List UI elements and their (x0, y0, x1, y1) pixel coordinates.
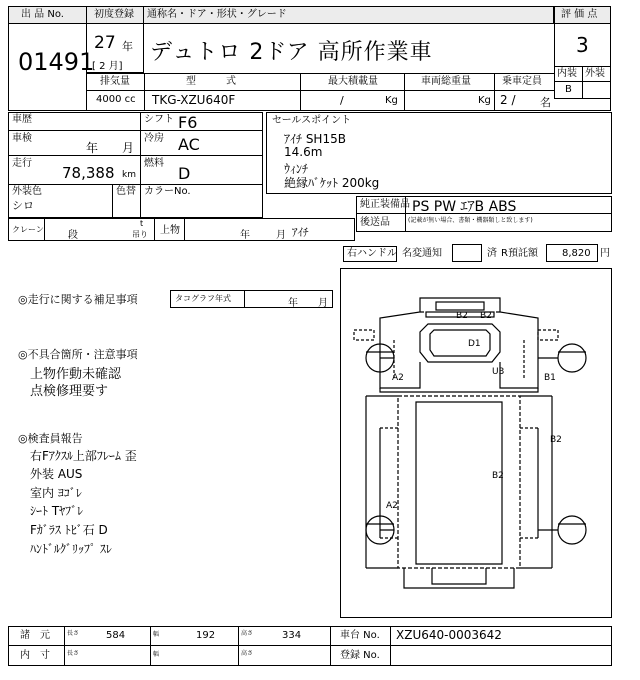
model-name: デュトロ 2ドア 高所作業車 (150, 40, 433, 65)
footer-div-2 (150, 626, 151, 666)
upper-month: 月 (276, 230, 286, 241)
upper-label: 上物 (160, 225, 180, 236)
width-label: 幅 (153, 631, 160, 638)
footer-div-5 (390, 626, 391, 666)
color-change-label: 色替 (116, 186, 136, 197)
history-label: 車歴 (12, 114, 32, 125)
tacho-month: 月 (318, 298, 328, 309)
lot-number: 01491 (18, 48, 95, 76)
spec-div-3 (404, 73, 405, 111)
ac-value: AC (178, 135, 200, 154)
length-value: 584 (106, 630, 126, 641)
registration-no-label: 登録 No. (340, 650, 380, 661)
inspector-line: Fｶﾞﾗｽ ﾄﾋﾞ石 D (30, 523, 108, 537)
spec-mid-line (86, 90, 554, 91)
footer-div-4 (330, 626, 331, 666)
inspection-label: 車検 (12, 133, 32, 144)
width-value: 192 (196, 630, 216, 641)
upper-maker: ｱｲﾁ (292, 226, 309, 239)
details-frame (8, 112, 263, 218)
footer-div-3 (238, 626, 239, 666)
damage-mark: A2 (386, 501, 398, 511)
inspector-line: 右Fｱｸｽﾙ上部ﾌﾚｰﾑ 歪 (30, 449, 137, 463)
mileage-unit: km (122, 170, 136, 180)
tacho-label: タコグラフ年式 (175, 294, 231, 303)
recycle-value: 8,820 (562, 248, 591, 259)
length-label: 長さ (67, 630, 80, 637)
details-row-2 (8, 155, 263, 156)
name-change-box (452, 244, 482, 262)
exterior-grade-label: 外装 (585, 68, 605, 79)
attached-items-label: 後送品 (360, 217, 390, 228)
defects-label: ◎不具合箇所・注意事項 (18, 348, 138, 361)
details-col-div (140, 112, 141, 184)
equipment-label: 純正装備品 (360, 199, 410, 210)
damage-mark: B2 (492, 471, 504, 481)
crane-lift-unit: 吊り (132, 230, 148, 239)
details-row-1 (8, 130, 263, 131)
capacity-value: 2 / (500, 93, 516, 107)
fuel-label: 燃料 (144, 158, 164, 169)
color-div-1 (112, 184, 113, 218)
crane-div-1 (44, 218, 45, 241)
sales-point-line: 絶縁ﾊﾞｹｯﾄ 200kg (284, 176, 380, 190)
max-load-label: 最大積載量 (328, 76, 378, 87)
damage-mark: B2 (480, 311, 492, 321)
name-change-label: 名変通知 (402, 248, 442, 259)
displacement-value: 4000 cc (96, 94, 136, 105)
inspector-line: ｼｰﾄ Tﾔﾌﾞﾚ (30, 504, 84, 518)
spec-div-4 (494, 73, 495, 111)
damage-mark: D1 (468, 339, 481, 349)
sales-point-line: ｳｨﾝﾁ (284, 162, 309, 176)
capacity-unit: 名 (540, 96, 551, 109)
crane-div-3 (184, 218, 185, 241)
footer-mid (8, 645, 612, 646)
sales-point-line: 14.6m (284, 145, 323, 159)
recycle-label: R預託額 (501, 248, 538, 259)
height-value: 334 (282, 630, 302, 641)
spec-top-line (86, 73, 554, 74)
name-label: 通称名・ドア・形状・グレード (147, 9, 287, 20)
exterior-color-value: シロ (12, 199, 34, 212)
displacement-label: 排気量 (100, 76, 130, 87)
tacho-year: 年 (288, 298, 298, 309)
tacho-div (244, 290, 245, 308)
crane-stage-unit: 段 (68, 230, 78, 241)
grade-value: 3 (576, 33, 589, 57)
upper-year: 年 (240, 230, 250, 241)
defect-line: 点検修理要す (30, 384, 109, 399)
crane-ton-unit: t (140, 219, 144, 228)
exterior-grade-cell (582, 81, 611, 99)
recycle-unit: 円 (600, 248, 610, 259)
capacity-label: 乗車定員 (502, 76, 542, 87)
max-load-slash: / (340, 94, 344, 107)
equipment-value: PS PW ｴｱB ABS (412, 199, 517, 215)
running-notes-label: ◎走行に関する補足事項 (18, 293, 138, 306)
reg-year: 27 (94, 33, 116, 53)
reg-year-unit: 年 (122, 40, 133, 53)
inner-height-label: 高さ (241, 650, 254, 657)
model-code-value: TKG-XZU640F (152, 93, 236, 107)
inner-width-label: 幅 (153, 651, 160, 658)
dims-label: 諸 元 (20, 630, 50, 641)
spec-div-2 (300, 73, 301, 111)
mileage-value: 78,388 (62, 164, 115, 182)
first-reg-label: 初度登録 (94, 9, 134, 20)
inspector-line: 外装 AUS (30, 467, 83, 481)
defect-line: 上物作動未確認 (30, 367, 122, 382)
chassis-no-label: 車台 No. (340, 630, 380, 641)
recycle-done-label: 済 (487, 248, 497, 259)
inner-length-label: 長さ (67, 650, 80, 657)
right-hand-label: 右ハンドル (347, 248, 397, 259)
inspector-line: ﾊﾝﾄﾞﾙｸﾞﾘｯﾌﾟ ｽﾚ (30, 542, 112, 556)
ac-label: 冷房 (144, 133, 164, 144)
fuel-value: D (178, 164, 191, 183)
inspection-month: 月 (122, 141, 135, 155)
color-div-2 (140, 184, 141, 218)
attached-items-note: (記載が無い場合、書類・機器類しと致します) (408, 217, 533, 224)
crane-div-2 (154, 218, 155, 241)
interior-grade-value: B (565, 84, 572, 95)
interior-grade-label: 内装 (557, 68, 577, 79)
inspection-year: 年 (86, 141, 99, 155)
reg-month: [ 2 月] (92, 61, 123, 72)
damage-mark: B2 (550, 435, 562, 445)
sales-point-line: ｱｲﾁ SH15B (284, 132, 346, 146)
footer-frame (8, 626, 612, 666)
footer-div-1 (64, 626, 65, 666)
exterior-color-label: 外装色 (12, 186, 42, 197)
truck-diagram (340, 268, 612, 618)
gvw-unit: Kg (478, 95, 491, 106)
inspector-report-label: ◎検査員報告 (18, 432, 83, 445)
height-label: 高さ (241, 630, 254, 637)
grade-label: 評 価 点 (561, 9, 598, 20)
damage-mark: B1 (544, 373, 556, 383)
chassis-no-value: XZU640-0003642 (396, 628, 502, 642)
spec-div-1 (144, 73, 145, 111)
damage-mark: U3 (492, 367, 505, 377)
gvw-label: 車両総重量 (421, 76, 471, 87)
shift-value: F6 (178, 113, 198, 132)
sales-points-label: セールスポイント (272, 115, 352, 126)
color-no-label: カラーNo. (144, 186, 191, 197)
inner-dims-label: 内 寸 (20, 650, 50, 661)
shift-label: シフト (144, 114, 174, 125)
model-code-label: 型 式 (186, 76, 236, 87)
damage-mark: B2 (456, 311, 468, 321)
mileage-label: 走行 (12, 158, 32, 169)
details-row-3 (8, 184, 263, 185)
lot-label: 出 品 No. (21, 9, 64, 20)
damage-mark: A2 (392, 373, 404, 383)
inspector-line: 室内 ﾖｺﾞﾚ (30, 486, 82, 500)
crane-label: クレーン (12, 225, 44, 234)
max-load-unit: Kg (385, 95, 398, 106)
